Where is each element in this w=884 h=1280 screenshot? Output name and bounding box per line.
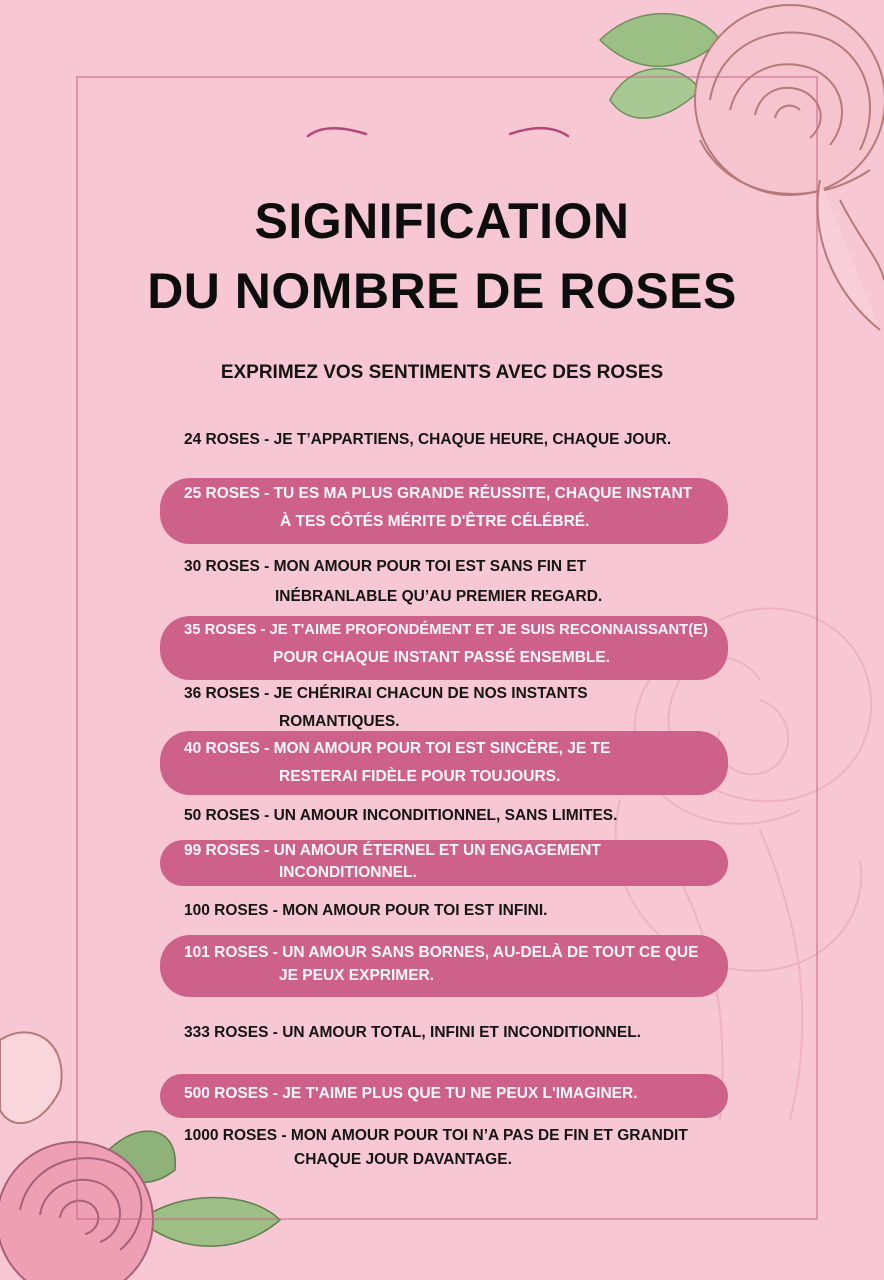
- meaning-item-100: [160, 897, 728, 925]
- item-text: 100 ROSES - MON AMOUR POUR TOI EST INFINI.: [184, 902, 548, 919]
- item-text: 99 ROSES - UN AMOUR ÉTERNEL ET UN ENGAGEMENT: [184, 842, 601, 859]
- meaning-item-50: [160, 802, 728, 830]
- item-text-continued: JE PEUX EXPRIMER.: [279, 967, 435, 984]
- meaning-item-500: [160, 1074, 728, 1118]
- flourish-right: [508, 124, 570, 142]
- item-text-continued: RESTERAI FIDÈLE POUR TOUJOURS.: [279, 768, 561, 785]
- item-text: 1000 ROSES - MON AMOUR POUR TOI N’A PAS DE FIN ET GRANDIT: [184, 1127, 688, 1144]
- item-text: 25 ROSES - TU ES MA PLUS GRANDE RÉUSSITE, CHAQUE INSTANT: [184, 485, 693, 502]
- item-text-continued: INÉBRANLABLE QU’AU PREMIER REGARD.: [275, 588, 603, 605]
- meaning-item-30: [160, 553, 728, 611]
- item-text: 36 ROSES - JE CHÉRIRAI CHACUN DE NOS INSTANTS: [184, 685, 588, 702]
- meaning-item-99: [160, 840, 728, 886]
- meaning-item-36: [160, 680, 728, 736]
- item-text-continued: POUR CHAQUE INSTANT PASSÉ ENSEMBLE.: [273, 649, 611, 666]
- item-text: 500 ROSES - JE T'AIME PLUS QUE TU NE PEUX L'IMAGINER.: [184, 1085, 638, 1102]
- item-text: 40 ROSES - MON AMOUR POUR TOI EST SINCÈRE, JE TE: [184, 740, 611, 757]
- item-text: 50 ROSES - UN AMOUR INCONDITIONNEL, SANS LIMITES.: [184, 807, 618, 824]
- meaning-item-40: [160, 731, 728, 795]
- meaning-item-25: [160, 478, 728, 544]
- item-text-continued: ROMANTIQUES.: [279, 713, 400, 730]
- item-text: 333 ROSES - UN AMOUR TOTAL, INFINI ET INCONDITIONNEL.: [184, 1024, 641, 1041]
- meaning-item-24: [160, 426, 728, 454]
- meaning-item-35: [160, 616, 728, 680]
- subtitle: EXPRIMEZ VOS SENTIMENTS AVEC DES ROSES: [220, 362, 664, 383]
- item-text-continued: À TES CÔTÉS MÉRITE D'ÊTRE CÉLÉBRÉ.: [280, 513, 590, 530]
- item-text: 30 ROSES - MON AMOUR POUR TOI EST SANS FIN ET: [184, 558, 587, 575]
- meaning-item-101: [160, 935, 728, 997]
- title-line-1: SIGNIFICATION: [254, 193, 630, 249]
- meaning-item-1000: [160, 1124, 728, 1172]
- flourish-left: [306, 124, 368, 142]
- item-text: 35 ROSES - JE T'AIME PROFONDÉMENT ET JE SUIS RECONNAISSANT(E): [184, 622, 708, 638]
- item-text-continued: CHAQUE JOUR DAVANTAGE.: [294, 1151, 512, 1168]
- item-text: 101 ROSES - UN AMOUR SANS BORNES, AU-DELÀ DE TOUT CE QUE: [184, 944, 699, 961]
- item-text-continued: INCONDITIONNEL.: [279, 864, 417, 881]
- title-line-2: DU NOMBRE DE ROSES: [147, 263, 737, 319]
- meaning-item-333: [160, 1019, 728, 1047]
- item-text: 24 ROSES - JE T’APPARTIENS, CHAQUE HEURE, CHAQUE JOUR.: [184, 431, 672, 448]
